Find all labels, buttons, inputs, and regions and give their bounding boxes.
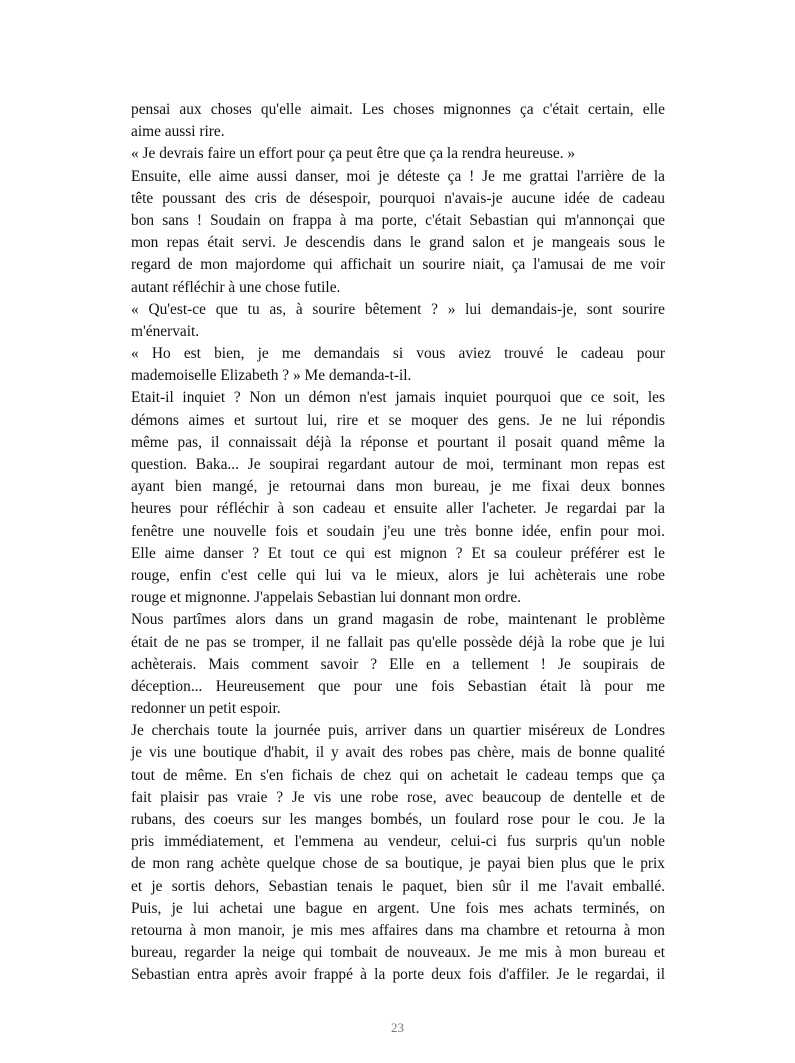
text-line: démons aimes et surtout lui, rire et se moquer des gens. Je ne lui répondis [131,411,665,429]
text-line: « Je devrais faire un effort pour ça peut être que ça la rendra heureuse. » [131,145,576,163]
text-line: m'énervait. [131,322,200,340]
text-line: autant réfléchir à une chose futile. [131,278,341,296]
text-line: rouge et mignonne. J'appelais Sebastian lui donnant mon ordre. [131,589,522,607]
text-line: ayant bien mangé, je retournai dans mon bureau, je me fixai deux bonnes [131,478,665,496]
text-line: regard de mon majordome qui affichait un sourire niait, ça l'amusai de me voir [131,256,665,274]
text-line: Je cherchais toute la journée puis, arriver dans un quartier miséreux de Londres [131,722,665,740]
text-line: je vis une boutique d'habit, il y avait des robes pas chère, mais de bonne qualité [131,744,665,762]
text-line: Elle aime danser ? Et tout ce qui est mignon ? Et sa couleur préférer est le [131,544,665,562]
text-line: était de ne pas se tromper, il ne fallait pas qu'elle possède déjà la robe que je lui [131,633,665,651]
text-line: question. Baka... Je soupirai regardant autour de moi, terminant mon repas est [131,456,665,473]
text-line: retourna à mon manoir, je mis mes affaires dans ma chambre et retourna à mon [131,921,665,939]
text-line: rubans, des coeurs sur les manges bombés, un foulard rose pour le cou. Je la [131,811,665,828]
text-line: aime aussi rire. [131,123,225,141]
text-line: pris immédiatement, et l'emmena au vendeur, celui-ci fus surpris qu'un noble [131,833,665,851]
page-number: 23 [391,1020,404,1035]
text-line: « Ho est bien, je me demandais si vous aviez trouvé le cadeau pour [131,345,665,363]
text-line: Etait-il inquiet ? Non un démon n'est jamais inquiet pourquoi que ce soit, les [131,389,665,407]
text-line: Puis, je lui achetai une bague en argent. Une fois mes achats terminés, on [131,899,665,917]
text-line: rouge, enfin c'est celle qui lui va le mieux, alors je lui achèterais une robe [131,566,665,584]
text-line: tête poussant des cris de désespoir, pourquoi n'avais-je aucune idée de cadeau [131,189,665,207]
text-line: pensai aux choses qu'elle aimait. Les choses mignonnes ça c'était certain, elle [131,101,665,118]
text-line: Nous partîmes alors dans un grand magasin de robe, maintenant le problème [131,611,665,629]
text-line: bureau, regarder la neige qui tombait de nouveaux. Je me mis à mon bureau et [131,944,665,962]
text-line: « Qu'est-ce que tu as, à sourire bêtement ? » lui demandais-je, sont sourire [131,300,665,318]
text-line: mademoiselle Elizabeth ? » Me demanda-t-il. [131,367,412,385]
text-line: fenêtre une nouvelle fois et soudain j'eu une très bonne idée, enfin pour moi. [131,522,665,540]
text-line: même pas, il connaissait déjà la réponse et pourtant il posait quand même la [131,433,665,451]
text-line: déception... Heureusement que pour une fois Sebastian était là pour me [131,677,665,695]
text-line: et je sortis dehors, Sebastian tenais le paquet, bien sûr il me l'avait emballé. [131,877,665,895]
text-line: mon repas était servi. Je descendis dans le grand salon et je mangeais sous le [131,234,665,252]
text-line: heures pour réfléchir à son cadeau et ensuite aller l'acheter. Je regardai par la [131,500,665,518]
text-line: fait plaisir pas vraie ? Je vis une robe rose, avec beaucoup de dentelle et de [131,788,665,806]
body-text [131,99,665,987]
text-line: de mon rang achète quelque chose de sa boutique, je payai bien plus que le prix [131,855,665,873]
text-line: achèterais. Mais comment savoir ? Elle en a tellement ! Je soupirais de [131,655,665,673]
text-line: tout de même. En s'en fichais de chez qui on achetait le cadeau temps que ça [131,766,665,784]
text-line: redonner un petit espoir. [131,700,281,718]
text-line: Ensuite, elle aime aussi danser, moi je déteste ça ! Je me grattai l'arrière de la [131,167,665,185]
text-line: bon sans ! Soudain on frappa à ma porte, c'était Sebastian qui m'annonçai que [131,211,665,229]
text-line: Sebastian entra après avoir frappé à la porte deux fois d'affiler. Je le regardai, il [131,966,665,984]
